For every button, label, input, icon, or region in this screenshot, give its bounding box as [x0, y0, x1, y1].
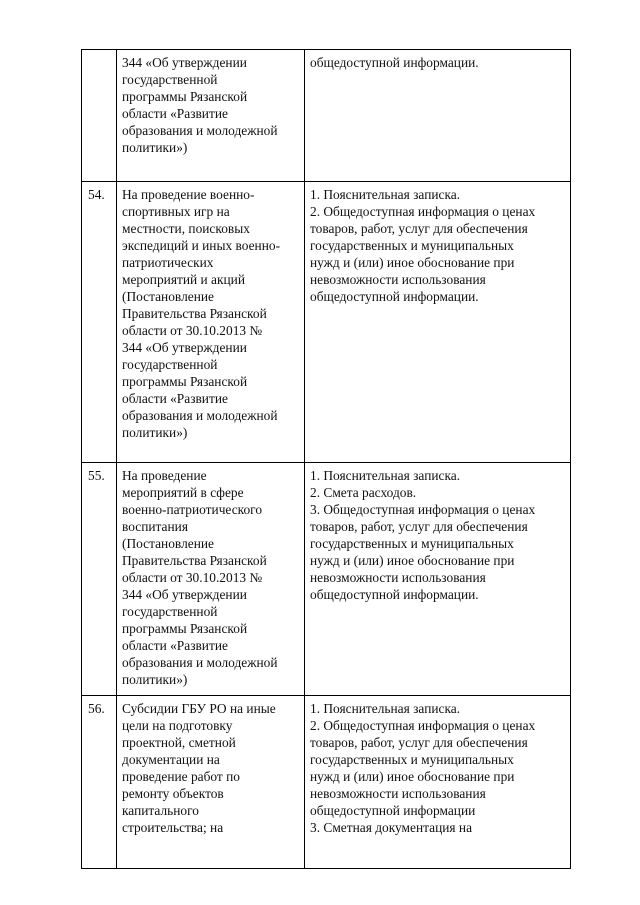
expense-name-line: мероприятий и акций — [122, 272, 245, 287]
expense-name-line: (Постановление — [122, 536, 214, 551]
expense-name-line: строительства; на — [122, 820, 224, 835]
expense-name-line: мероприятий в сфере — [122, 485, 244, 500]
row-number — [82, 50, 117, 182]
expense-name-line: патриотических — [122, 255, 214, 270]
expense-name-line: Правительства Рязанской — [122, 306, 267, 321]
expense-name-line: военно-патриотического — [122, 502, 263, 517]
required-document-line: общедоступной информации. — [310, 289, 479, 304]
required-document-line: 2. Смета расходов. — [310, 485, 417, 500]
required-documents-cell — [305, 182, 571, 463]
required-document-line: общедоступной информации. — [310, 55, 479, 70]
expense-name-line: Субсидии ГБУ РО на иные — [122, 701, 276, 716]
required-document-line: 1. Пояснительная записка. — [310, 468, 461, 483]
expense-name-line: цели на подготовку — [122, 718, 233, 733]
required-document-line: нужд и (или) иное обоснование при — [310, 553, 515, 568]
required-document-line: государственных и муниципальных — [310, 752, 514, 767]
required-document-line: 2. Общедоступная информация о ценах — [310, 718, 536, 733]
expense-name-line: ремонту объектов — [122, 786, 224, 801]
row-number: 55. — [82, 463, 117, 696]
table-row — [82, 50, 571, 182]
expense-name-line: экспедиций и иных военно- — [122, 238, 281, 253]
expense-name-cell — [117, 696, 305, 869]
required-document-line: товаров, работ, услуг для обеспечения — [310, 519, 528, 534]
expense-name-line: 344 «Об утверждении — [122, 587, 247, 602]
required-document-line: невозможности использования — [310, 570, 486, 585]
expense-name-line: области от 30.10.2013 № — [122, 570, 263, 585]
expense-name-line: На проведение — [122, 468, 207, 483]
expense-name-line: программы Рязанской — [122, 621, 248, 636]
expense-name-line: спортивных игр на — [122, 204, 230, 219]
expense-name-cell — [117, 50, 305, 182]
expense-name-line: программы Рязанской — [122, 374, 248, 389]
required-document-line: невозможности использования — [310, 786, 486, 801]
required-document-line: общедоступной информации — [310, 803, 476, 818]
table-body — [82, 50, 571, 869]
required-document-line: общедоступной информации. — [310, 587, 479, 602]
expense-name-line: образования и молодежной — [122, 408, 278, 423]
expense-name-line: Правительства Рязанской — [122, 553, 267, 568]
required-documents-cell — [305, 50, 571, 182]
required-documents-cell — [305, 463, 571, 696]
table-row — [82, 463, 571, 696]
expense-name-line: области «Развитие — [122, 106, 228, 121]
row-number: 56. — [82, 696, 117, 869]
expense-name-line: программы Рязанской — [122, 89, 248, 104]
required-document-line: государственных и муниципальных — [310, 238, 514, 253]
expense-name-line: политики») — [122, 140, 188, 155]
expense-name-line: области «Развитие — [122, 638, 228, 653]
expense-name-line: политики») — [122, 672, 188, 687]
required-document-line: государственных и муниципальных — [310, 536, 514, 551]
expense-name-line: На проведение военно- — [122, 187, 255, 202]
document-table — [81, 49, 571, 869]
expense-name-line: образования и молодежной — [122, 655, 278, 670]
expense-name-cell — [117, 182, 305, 463]
required-document-line: 1. Пояснительная записка. — [310, 187, 461, 202]
expense-name-line: 344 «Об утверждении — [122, 340, 247, 355]
required-document-line: товаров, работ, услуг для обеспечения — [310, 735, 528, 750]
required-documents-cell — [305, 696, 571, 869]
table-row — [82, 696, 571, 869]
expense-name-line: (Постановление — [122, 289, 214, 304]
expense-name-cell — [117, 463, 305, 696]
required-document-line: товаров, работ, услуг для обеспечения — [310, 221, 528, 236]
expense-name-line: политики») — [122, 425, 188, 440]
required-document-line: 2. Общедоступная информация о ценах — [310, 204, 536, 219]
required-document-line: 3. Общедоступная информация о ценах — [310, 502, 536, 517]
expense-name-line: воспитания — [122, 519, 188, 534]
required-document-line: 3. Сметная документация на — [310, 820, 473, 835]
row-number: 54. — [82, 182, 117, 463]
required-document-line: 1. Пояснительная записка. — [310, 701, 461, 716]
expense-name-line: 344 «Об утверждении — [122, 55, 247, 70]
expense-name-line: капитального — [122, 803, 199, 818]
expense-name-line: проектной, сметной — [122, 735, 236, 750]
expense-name-line: проведение работ по — [122, 769, 240, 784]
expense-name-line: документации на — [122, 752, 220, 767]
required-document-line: невозможности использования — [310, 272, 486, 287]
expense-name-line: области «Развитие — [122, 391, 228, 406]
table-row — [82, 182, 571, 463]
required-document-line: нужд и (или) иное обоснование при — [310, 255, 515, 270]
expense-name-line: государственной — [122, 604, 218, 619]
expense-name-line: области от 30.10.2013 № — [122, 323, 263, 338]
expense-name-line: государственной — [122, 357, 218, 372]
expense-name-line: образования и молодежной — [122, 123, 278, 138]
expense-name-line: государственной — [122, 72, 218, 87]
expense-name-line: местности, поисковых — [122, 221, 250, 236]
required-document-line: нужд и (или) иное обоснование при — [310, 769, 515, 784]
